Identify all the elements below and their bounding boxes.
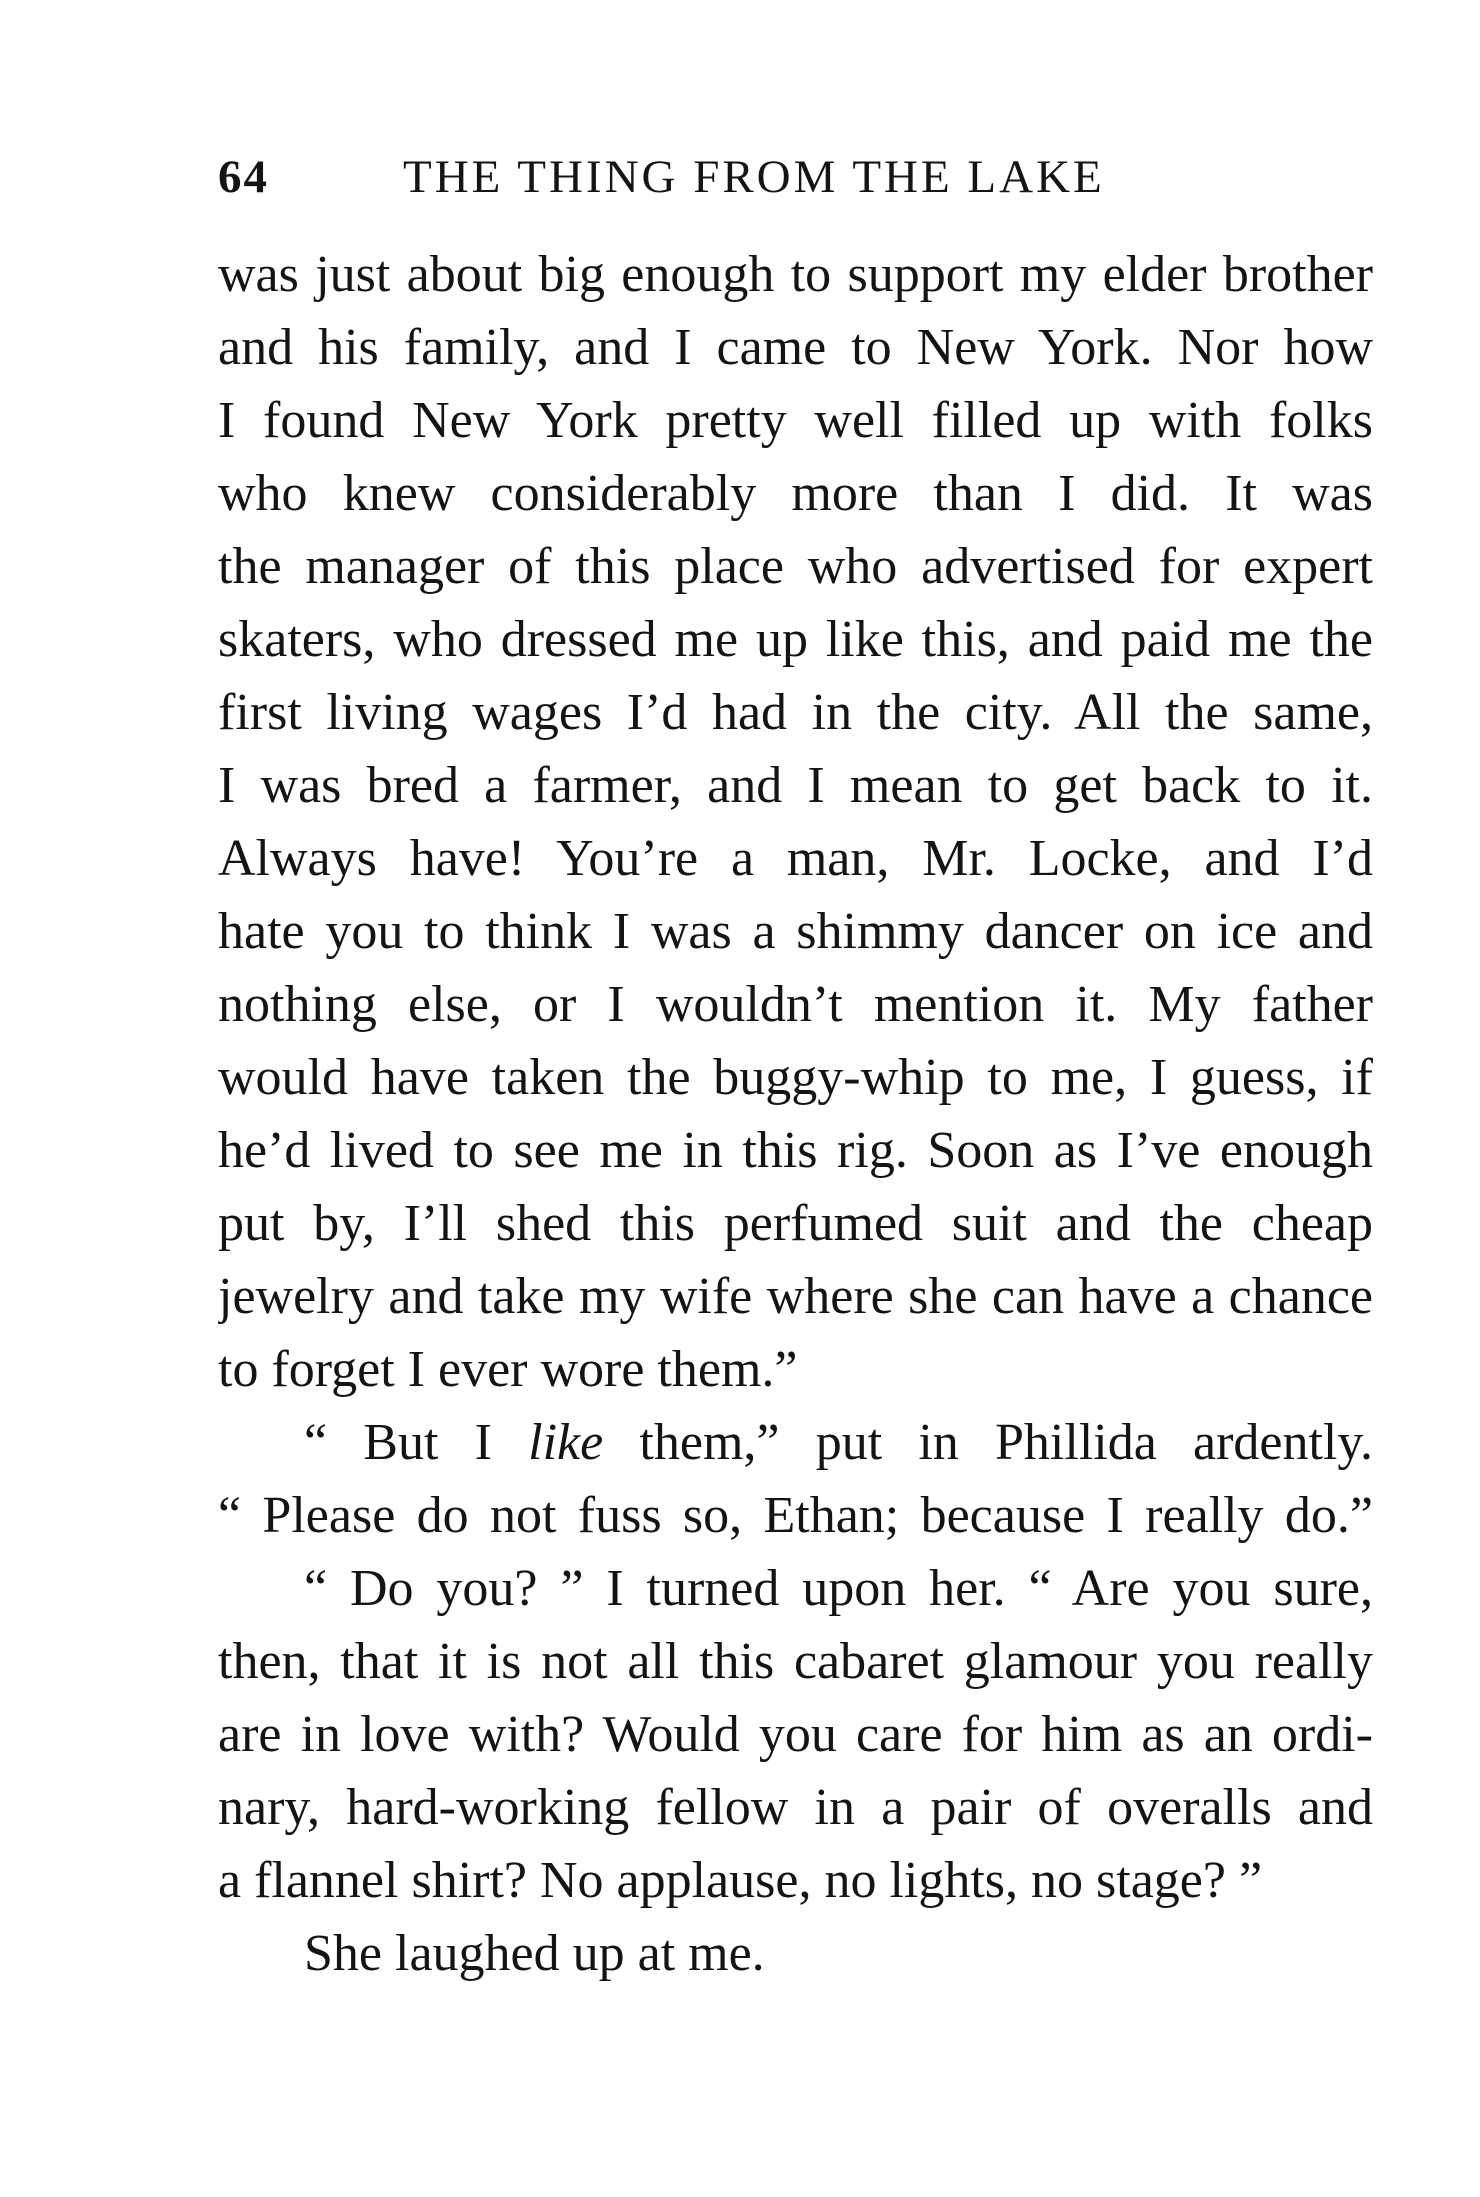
text-line: “ Do you? ” I turned upon her. “ Are you sure, <box>304 1560 1373 1617</box>
text-line: first living wages I’d had in the city. All the same, <box>218 684 1373 741</box>
text-line: skaters, who dressed me up like this, and paid me the <box>218 611 1373 668</box>
text-line: hate you to think I was a shimmy dancer on ice and <box>218 903 1373 960</box>
text-line: nothing else, or I wouldn’t mention it. My father <box>218 976 1373 1033</box>
page-header <box>218 150 1368 210</box>
italic-word: like <box>528 1414 604 1471</box>
text-line: Always have! You’re a man, Mr. Locke, and I’d <box>218 830 1373 887</box>
text-line: are in love with? Would you care for him as an ordi- <box>218 1706 1373 1763</box>
text-line: and his family, and I came to New York. Nor how <box>218 319 1373 376</box>
text-line: put by, I’ll shed this perfumed suit and the cheap <box>218 1195 1373 1252</box>
text-line: then, that it is not all this cabaret glamour you really <box>218 1633 1373 1690</box>
text-line: would have taken the buggy-whip to me, I guess, if <box>218 1049 1373 1106</box>
text-line: a flannel shirt? No applause, no lights, no stage? ” <box>218 1852 1263 1909</box>
text-line: who knew considerably more than I did. It was <box>218 465 1373 522</box>
text-line: to forget I ever wore them.” <box>218 1341 798 1398</box>
text-segment: them,” put in Phillida ardently. <box>603 1414 1373 1471</box>
text-line: She laughed up at me. <box>304 1925 765 1982</box>
text-line: he’d lived to see me in this rig. Soon as I’ve enough <box>218 1122 1373 1179</box>
text-line: nary, hard-working fellow in a pair of overalls and <box>218 1779 1373 1836</box>
text-line: jewelry and take my wife where she can have a chance <box>218 1268 1373 1325</box>
text-line: “ Please do not fuss so, Ethan; because I really do.” <box>218 1487 1373 1544</box>
text-line: I was bred a farmer, and I mean to get back to it. <box>218 757 1373 814</box>
body-text <box>218 238 1373 1990</box>
text-line: the manager of this place who advertised for expert <box>218 538 1373 595</box>
text-line <box>218 1406 1373 1479</box>
text-line: I found New York pretty well filled up with folks <box>218 392 1373 449</box>
text-line: was just about big enough to support my elder brother <box>218 246 1373 303</box>
text-segment: “ But I <box>304 1414 529 1471</box>
running-title: THE THING FROM THE LAKE <box>403 151 1105 203</box>
page-number: 64 <box>218 151 269 203</box>
